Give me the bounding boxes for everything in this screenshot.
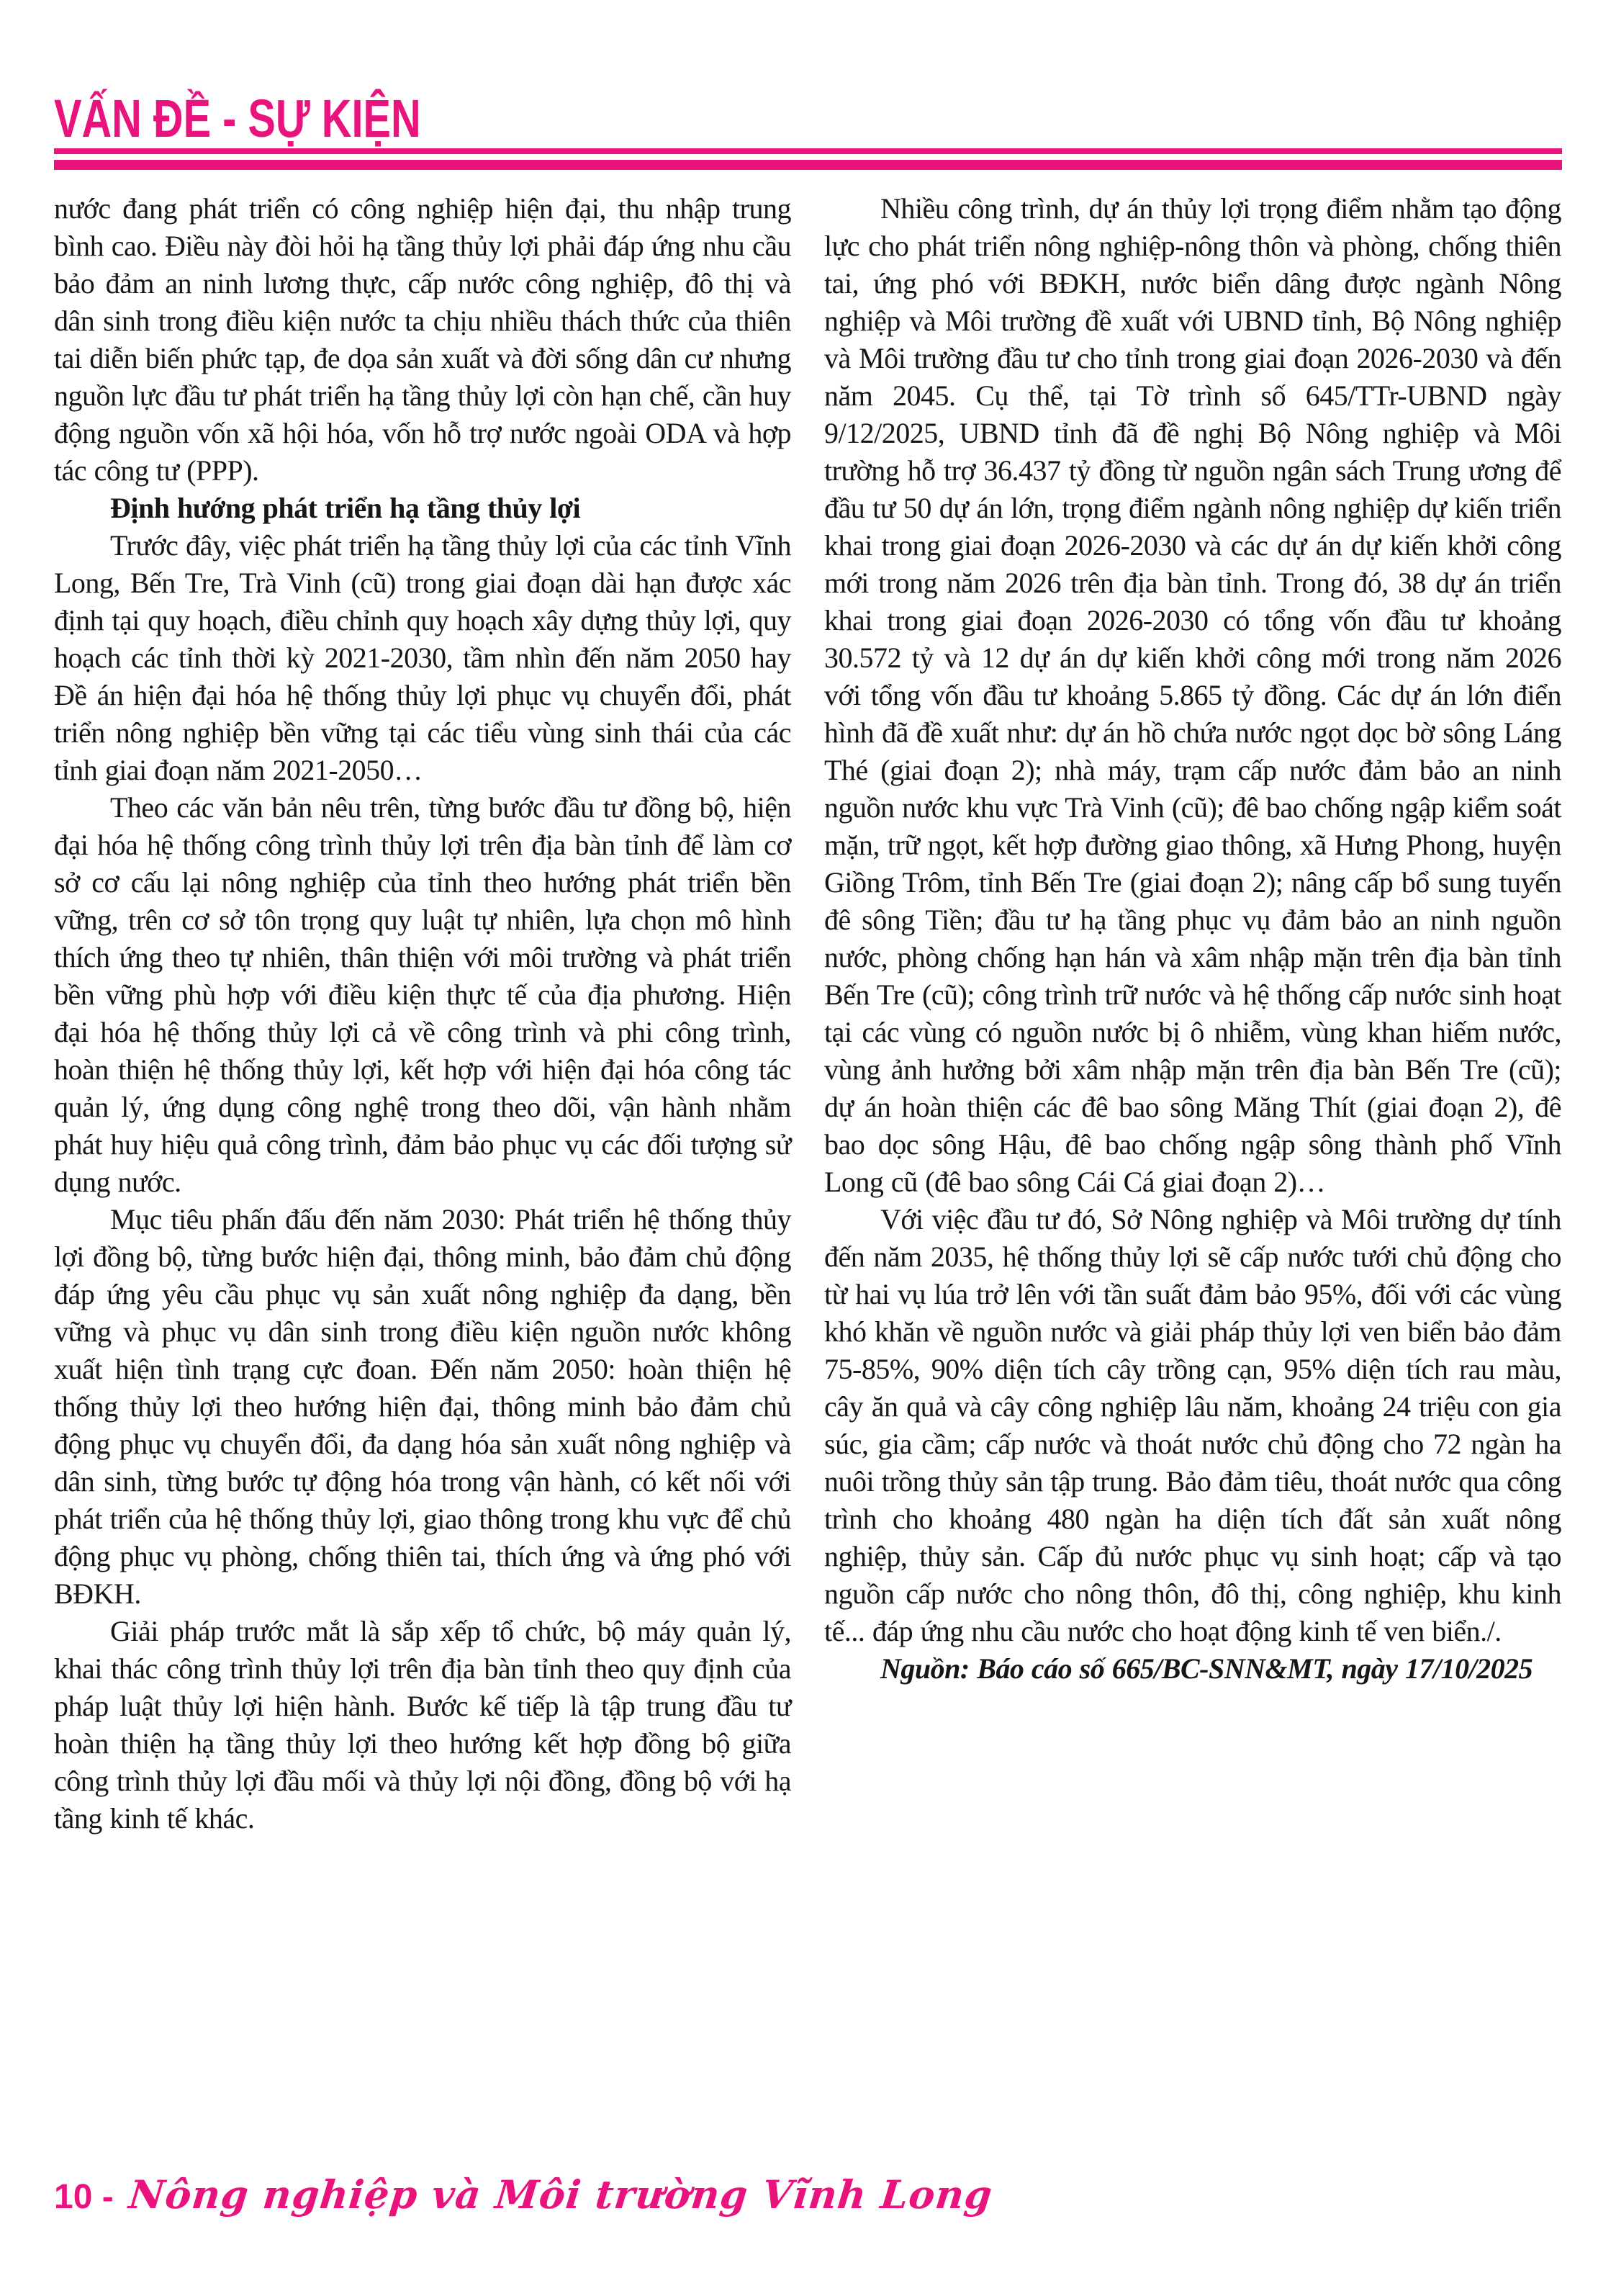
body-paragraph: Với việc đầu tư đó, Sở Nông nghiệp và Môi trường dự tính đến năm 2035, hệ thống thủy lợi sẽ cấp nước tưới chủ động cho từ hai vụ lúa trở lên với tần suất đảm bảo 95%, đối với các vùng khó khăn về nguồn nước và giải pháp thủy lợi ven biển bảo đảm 75-85%, 90% diện tích cây trồng cạn, 95% diện tích rau màu, cây ăn quả và cây công nghiệp lâu năm, khoảng 24 triệu con gia súc, gia cầm; cấp nước và thoát nước chủ động cho 72 ngàn ha nuôi trồng thủy sản tập trung. Bảo đảm tiêu, thoát nước qua công trình cho khoảng 480 ngàn ha diện tích đất sản xuất nông nghiệp, thủy sản. Cấp đủ nước phục vụ sinh hoạt; cấp và tạo nguồn cấp nước cho nông thôn, đô thị, công nghiệp, khu kinh tế... đáp ứng nhu cầu nước cho hoạt động kinh tế ven biển./. [824,1203,1561,1647]
body-paragraph: Nhiều công trình, dự án thủy lợi trọng điểm nhằm tạo động lực cho phát triển nông nghiệp-nông thôn và phòng, chống thiên tai, ứng phó với BĐKH, nước biển dâng được ngành Nông nghiệp và Môi trường đề xuất với UBND tỉnh, Bộ Nông nghiệp và Môi trường đầu tư cho tỉnh trong giai đoạn 2026-2030 và đến năm 2045. Cụ thể, tại Tờ trình số 645/TTr-UBND ngày 9/12/2025, UBND tỉnh đã đề nghị Bộ Nông nghiệp và Môi trường hỗ trợ 36.437 tỷ đồng từ nguồn ngân sách Trung ương để đầu tư 50 dự án lớn, trọng điểm ngành nông nghiệp dự kiến triển khai trong giai đoạn 2026-2030 và các dự án dự kiến khởi công mới trong năm 2026 trên địa bàn tỉnh. Trong đó, 38 dự án triển khai trong giai đoạn 2026-2030 có tổng vốn đầu tư khoảng 30.572 tỷ và 12 dự án dự kiến khởi công mới trong năm 2026 với tổng vốn đầu tư khoảng 5.865 tỷ đồng. Các dự án lớn điển hình đã đề xuất như: dự án hồ chứa nước ngọt dọc bờ sông Láng Thé (giai đoạn 2); nhà máy, trạm cấp nước đảm bảo an ninh nguồn nước khu vực Trà Vinh (cũ); đê bao chống ngập kiểm soát mặn, trữ ngọt, kết hợp đường giao thông, xã Hưng Phong, huyện Giồng Trôm, tỉnh Bến Tre (giai đoạn 2); nâng cấp bổ sung tuyến đê sông Tiền; đầu tư hạ tầng phục vụ đảm bảo an ninh nguồn nước, phòng chống hạn hán và xâm nhập mặn trên địa bàn tỉnh Bến Tre (cũ); công trình trữ nước và hệ thống cấp nước sinh hoạt tại các vùng có nguồn nước bị ô nhiễm, vùng khan hiếm nước, vùng ảnh hưởng bởi xâm nhập mặn trên địa bàn Bến Tre (cũ); dự án hoàn thiện các đê bao sông Măng Thít (giai đoạn 2), đê bao dọc sông Hậu, đê bao chống ngập sông thành phố Vĩnh Long cũ (đê bao sông Cái Cá giai đoạn 2)… [824,192,1561,1198]
right-column [824,190,1561,1837]
section-title: VẤN ĐỀ - SỰ KIỆN [54,89,421,148]
article-body [54,190,1562,1837]
page-footer [54,2171,995,2218]
page-number: 10 - [54,2178,114,2216]
body-paragraph: Mục tiêu phấn đấu đến năm 2030: Phát triển hệ thống thủy lợi đồng bộ, từng bước hiện đại, thông minh, bảo đảm chủ động đáp ứng yêu cầu phục vụ sản xuất nông nghiệp đa dạng, bền vững và phục vụ dân sinh trong điều kiện nguồn nước không xuất hiện tình trạng cực đoan. Đến năm 2050: hoàn thiện hệ thống thủy lợi theo hướng hiện đại, thông minh bảo đảm chủ động phục vụ chuyển đổi, đa dạng hóa sản xuất nông nghiệp và dân sinh, từng bước tự động hóa trong vận hành, có kết nối với phát triển của hệ thống thủy lợi, giao thông trong khu vực để chủ động phục vụ phòng, chống thiên tai, thích ứng và ứng phó với BĐKH. [54,1203,791,1610]
left-column [54,190,791,1837]
section-masthead [54,89,1562,170]
body-paragraph: Giải pháp trước mắt là sắp xếp tổ chức, bộ máy quản lý, khai thác công trình thủy lợi trên địa bàn tỉnh theo quy định của pháp luật thủy lợi hiện hành. Bước kế tiếp là tập trung đầu tư hoàn thiện hạ tầng thủy lợi theo hướng kết hợp đồng bộ giữa công trình thủy lợi đầu mối và thủy lợi nội đồng, đồng bộ với hạ tầng kinh tế khác. [54,1615,791,1834]
magazine-title: Nông nghiệp và Môi trường Vĩnh Long [126,2171,995,2218]
header-rule-thick [54,160,1562,170]
body-paragraph: Theo các văn bản nêu trên, từng bước đầu tư đồng bộ, hiện đại hóa hệ thống công trình thủy lợi trên địa bàn tỉnh để làm cơ sở cơ cấu lại nông nghiệp của tỉnh theo hướng phát triển bền vững, trên cơ sở tôn trọng quy luật tự nhiên, lựa chọn mô hình thích ứng theo tự nhiên, thân thiện với môi trường và phát triển bền vững phù hợp với điều kiện thực tế của địa phương. Hiện đại hóa hệ thống thủy lợi cả về công trình và phi công trình, hoàn thiện hệ thống thủy lợi, kết hợp với hiện đại hóa công tác quản lý, ứng dụng công nghệ trong theo dõi, vận hành nhằm phát huy hiệu quả công trình, đảm bảo phục vụ các đối tượng sử dụng nước. [54,791,791,1198]
body-paragraph: Trước đây, việc phát triển hạ tầng thủy lợi của các tỉnh Vĩnh Long, Bến Tre, Trà Vinh (cũ) trong giai đoạn dài hạn được xác định tại quy hoạch, điều chỉnh quy hoạch xây dựng thủy lợi, quy hoạch các tỉnh thời kỳ 2021-2030, tầm nhìn đến năm 2050 hay Đề án hiện đại hóa hệ thống thủy lợi phục vụ chuyển đổi, phát triển nông nghiệp bền vững tại các tiểu vùng sinh thái của các tỉnh giai đoạn năm 2021-2050… [54,529,791,786]
source-citation: Nguồn: Báo cáo số 665/BC-SNN&MT, ngày 17/10/2025 [880,1652,1533,1685]
body-paragraph: nước đang phát triển có công nghiệp hiện đại, thu nhập trung bình cao. Điều này đòi hỏi hạ tầng thủy lợi phải đáp ứng nhu cầu bảo đảm an ninh lương thực, cấp nước công nghiệp, đô thị và dân sinh trong điều kiện nước ta chịu nhiều thách thức của thiên tai diễn biến phức tạp, đe dọa sản xuất và đời sống dân cư nhưng nguồn lực đầu tư phát triển hạ tầng thủy lợi còn hạn chế, cần huy động nguồn vốn xã hội hóa, vốn hỗ trợ nước ngoài ODA và hợp tác công tư (PPP). [54,192,791,487]
header-rule-thin [54,148,1562,154]
section-subheading: Định hướng phát triển hạ tầng thủy lợi [110,492,581,524]
